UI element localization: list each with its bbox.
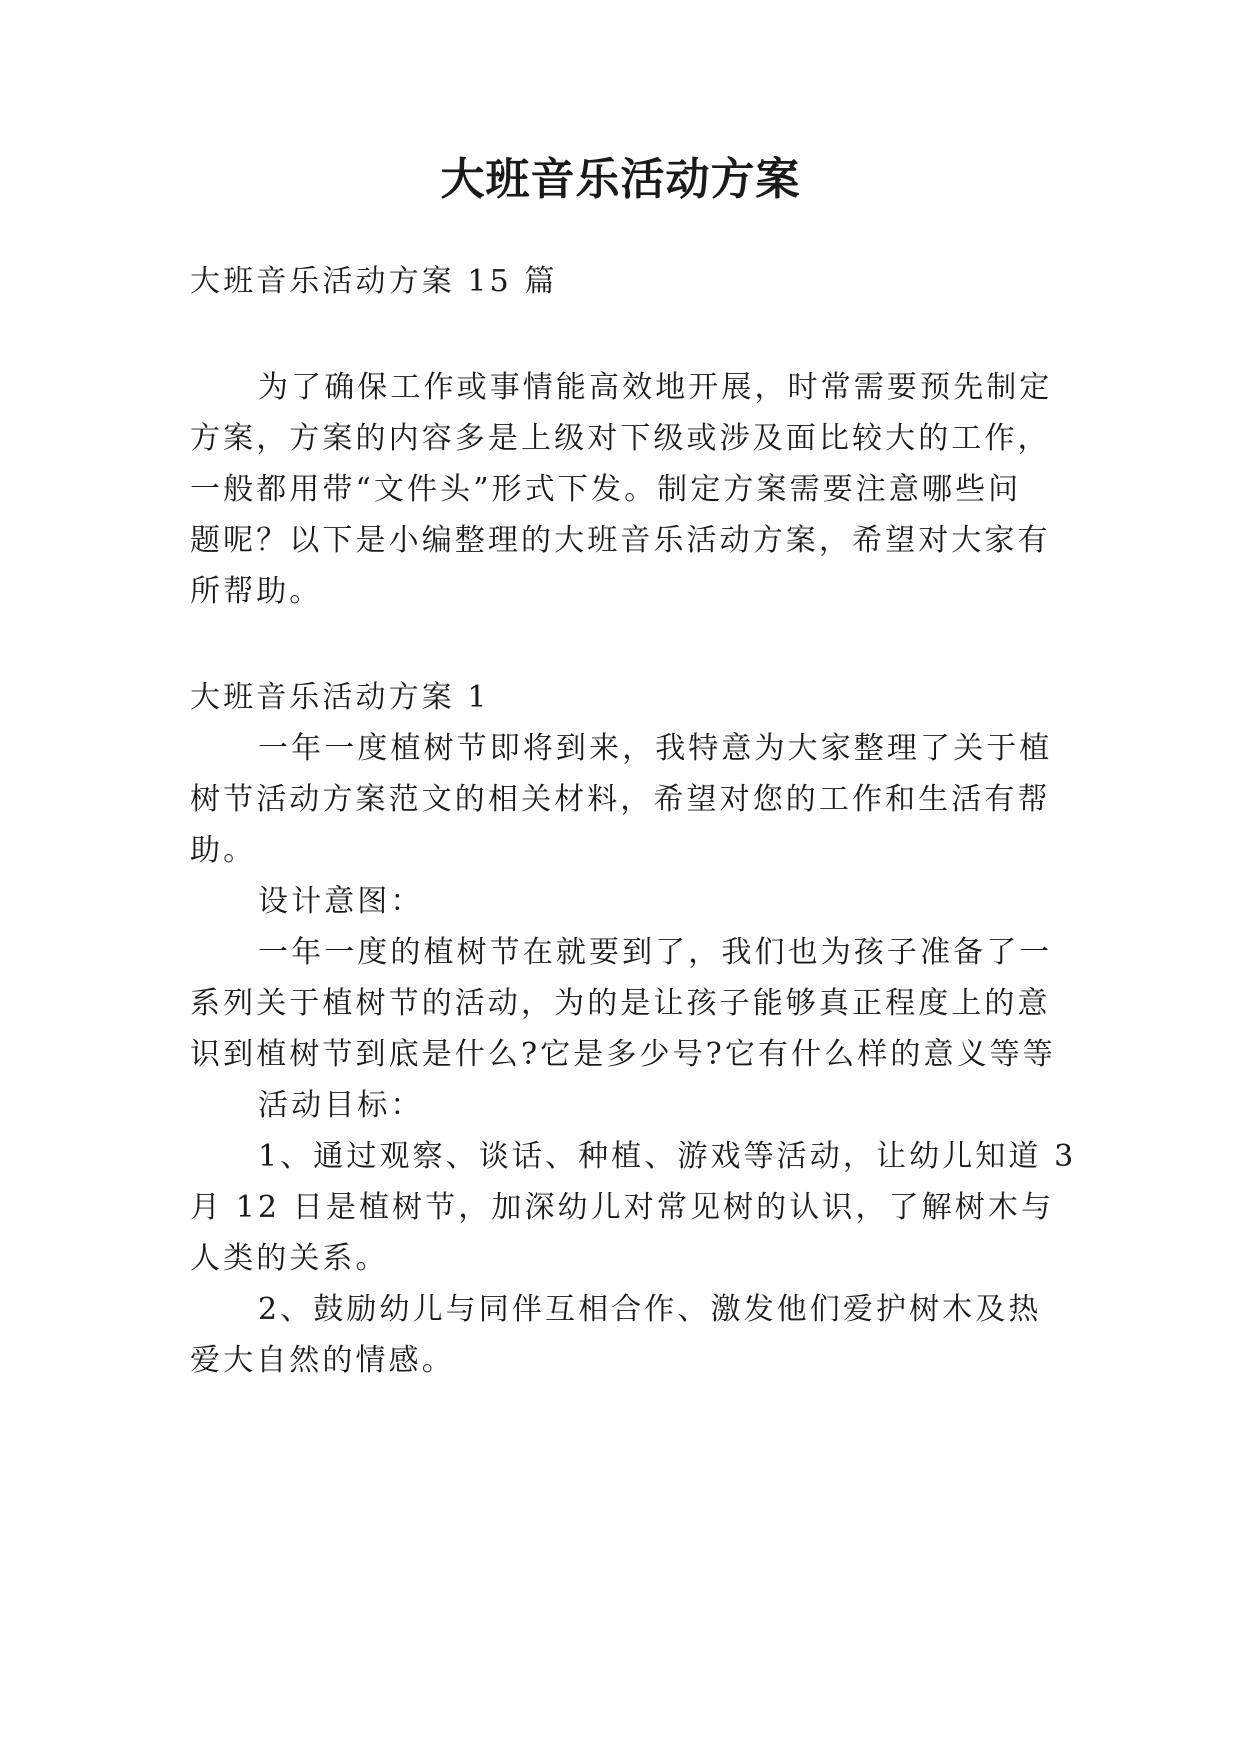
paragraph-line: 系列关于植树节的活动，为的是让孩子能够真正程度上的意: [190, 986, 1051, 1021]
intro-line: 一般都用带“文件头”形式下发。制定方案需要注意哪些问: [190, 472, 1022, 507]
paragraph-line: 一年一度植树节即将到来，我特意为大家整理了关于植: [258, 731, 1053, 766]
intro-line: 为了确保工作或事情能高效地开展，时常需要预先制定: [258, 370, 1053, 405]
goal-line: 人类的关系。: [190, 1241, 389, 1276]
section-heading: 大班音乐活动方案 1: [190, 680, 490, 715]
intro-line: 所帮助。: [190, 574, 323, 609]
paragraph-line: 树节活动方案范文的相关材料，希望对您的工作和生活有帮: [190, 782, 1051, 817]
goal-line: 1、通过观察、谈话、种植、游戏等活动，让幼儿知道 3: [258, 1139, 1077, 1174]
paragraph-line: 一年一度的植树节在就要到了，我们也为孩子准备了一: [258, 935, 1053, 970]
intro-line: 方案，方案的内容多是上级对下级或涉及面比较大的工作，: [190, 421, 1051, 456]
goal-line: 2、鼓励幼儿与同伴互相合作、激发他们爱护树木及热: [258, 1292, 1042, 1327]
design-heading: 设计意图：: [258, 884, 424, 919]
goal-line: 月 12 日是植树节，加深幼儿对常见树的认识，了解树木与: [190, 1190, 1055, 1225]
intro-line: 题呢？以下是小编整理的大班音乐活动方案，希望对大家有: [190, 523, 1051, 558]
paragraph-line: 助。: [190, 833, 257, 868]
goal-heading: 活动目标：: [258, 1088, 424, 1123]
document-subtitle: 大班音乐活动方案 15 篇: [190, 264, 558, 299]
goal-line: 爱大自然的情感。: [190, 1343, 455, 1378]
paragraph-line: 识到植树节到底是什么?它是多少号?它有什么样的意义等等: [190, 1037, 1056, 1072]
document-title: 大班音乐活动方案: [440, 154, 801, 205]
